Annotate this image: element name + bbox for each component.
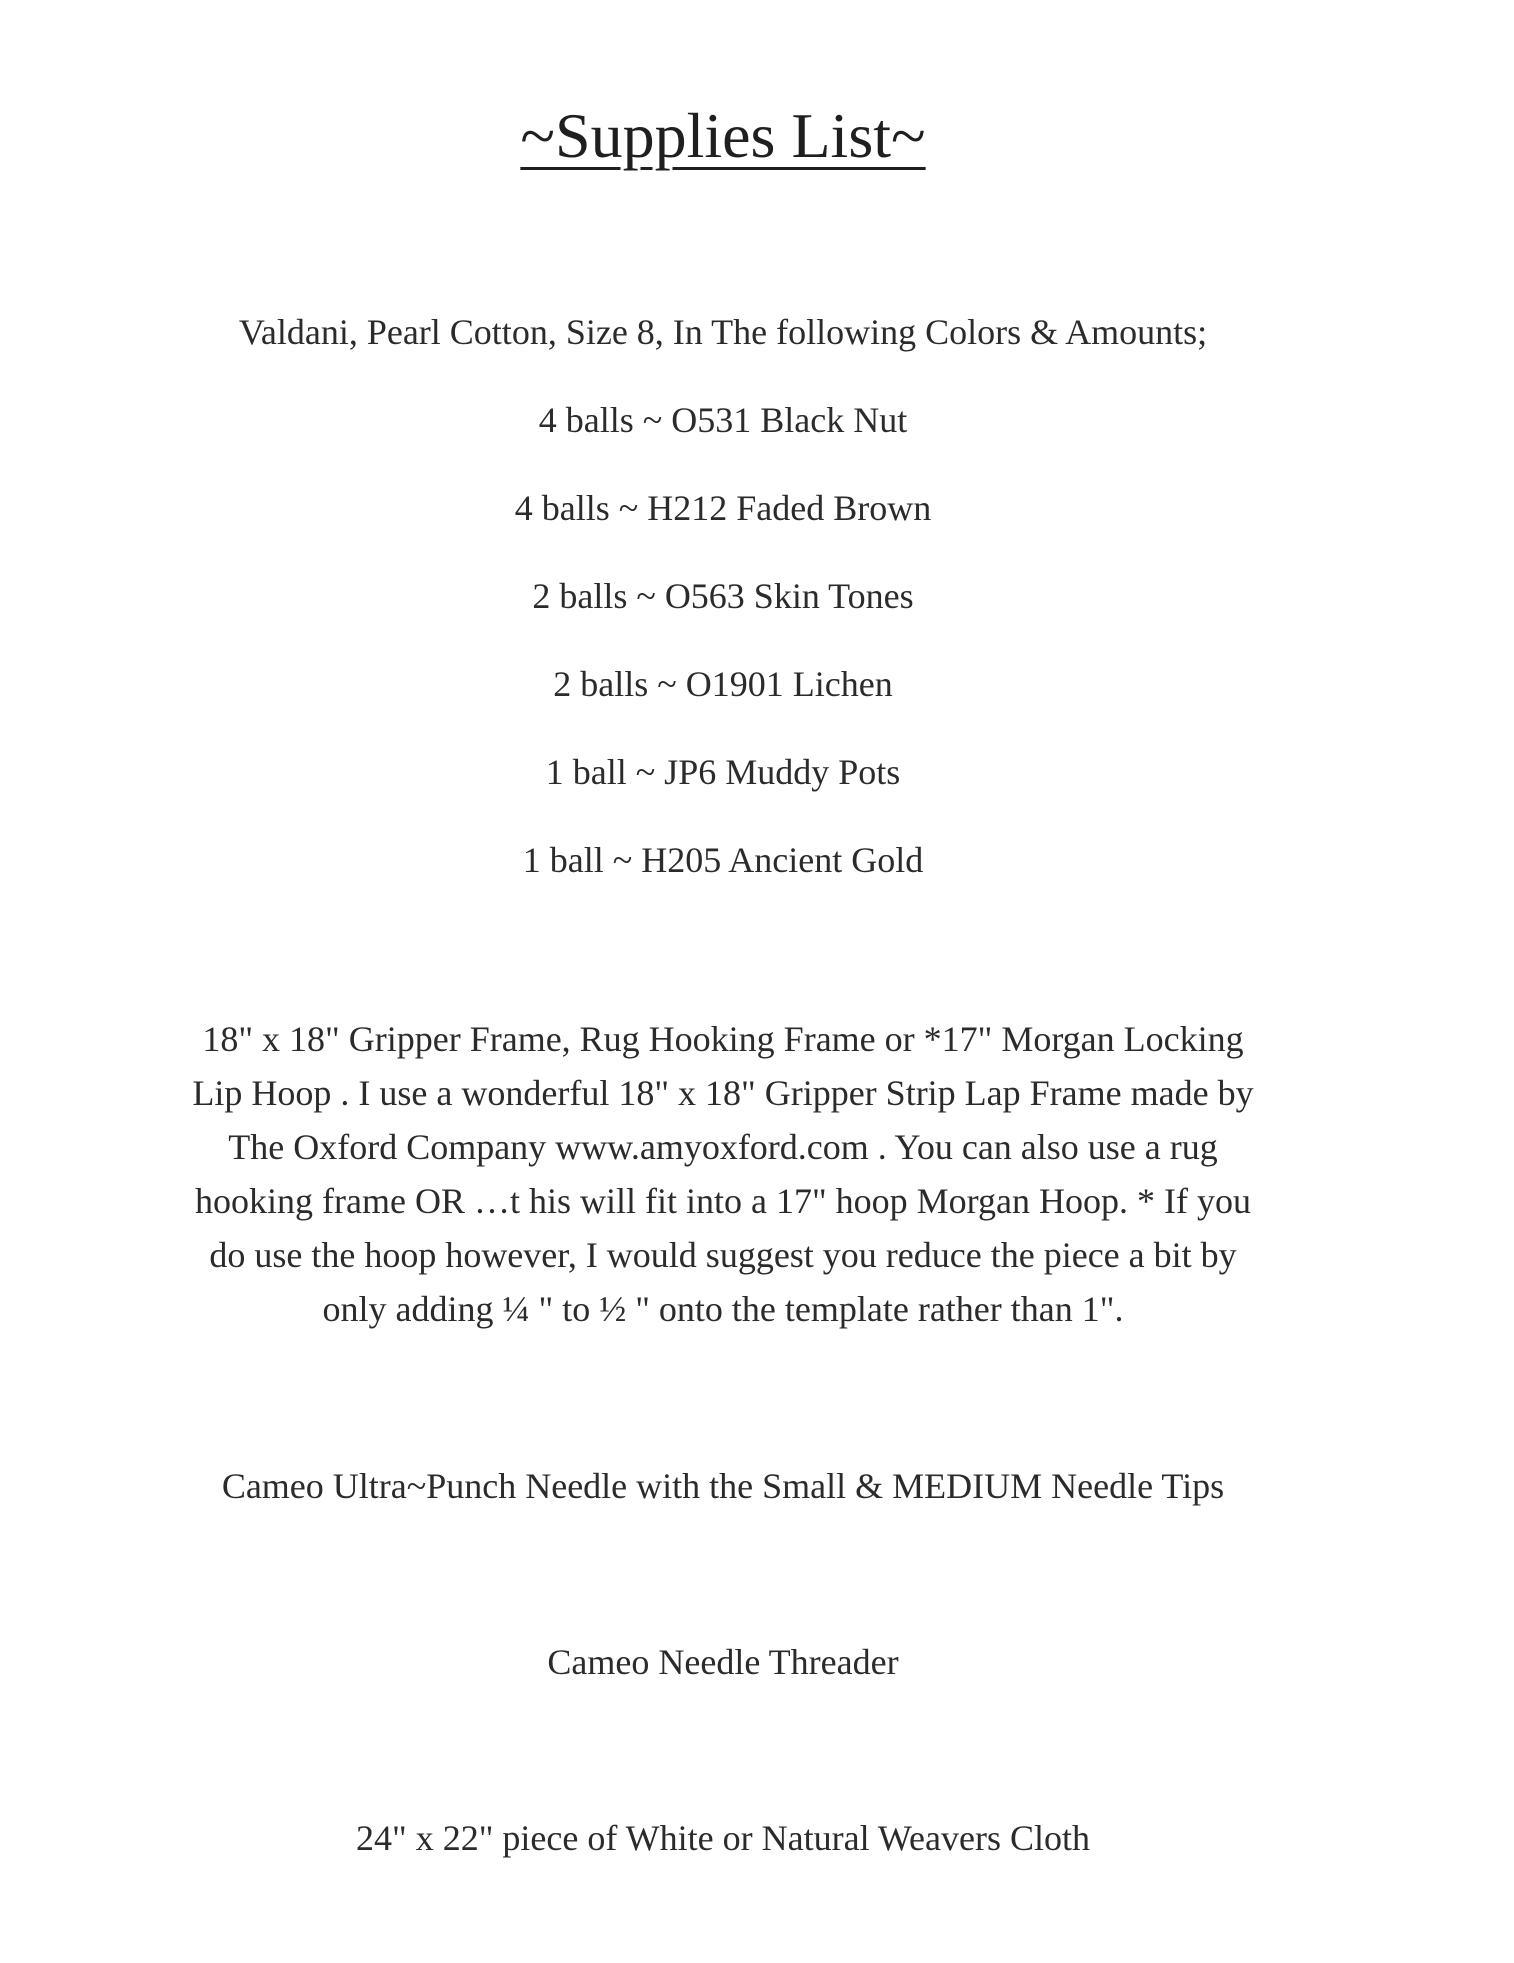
frame-paragraph-line: The Oxford Company www.amyoxford.com . You can also use a rug bbox=[228, 1127, 1218, 1167]
thread-color-item: 1 ball ~ JP6 Muddy Pots bbox=[545, 752, 901, 792]
frame-paragraph-line: hooking frame OR …t his will fit into a 17" hoop Morgan Hoop. * If you bbox=[195, 1181, 1251, 1221]
frame-paragraph-line: 18" x 18" Gripper Frame, Rug Hooking Frame or *17" Morgan Locking bbox=[202, 1019, 1244, 1059]
thread-color-item: 4 balls ~ H212 Faded Brown bbox=[514, 488, 932, 528]
page-title: ~Supplies List~ bbox=[520, 100, 926, 171]
thread-color-item: 4 balls ~ O531 Black Nut bbox=[538, 400, 908, 440]
thread-color-item: 2 balls ~ O563 Skin Tones bbox=[532, 576, 914, 616]
thread-color-item: 1 ball ~ H205 Ancient Gold bbox=[522, 840, 924, 880]
thread-color-item: 2 balls ~ O1901 Lichen bbox=[553, 664, 893, 704]
needle-threader-item: Cameo Needle Threader bbox=[547, 1642, 899, 1682]
thread-intro: Valdani, Pearl Cotton, Size 8, In The following Colors & Amounts; bbox=[238, 312, 1208, 352]
frame-paragraph-line: Lip Hoop . I use a wonderful 18" x 18" Gripper Strip Lap Frame made by bbox=[192, 1073, 1254, 1113]
weavers-cloth-item: 24" x 22" piece of White or Natural Weavers Cloth bbox=[356, 1818, 1090, 1858]
frame-paragraph-line: only adding ¼ " to ½ " onto the template rather than 1". bbox=[322, 1289, 1124, 1329]
frame-paragraph bbox=[60, 1012, 1386, 1336]
punch-needle-item: Cameo Ultra~Punch Needle with the Small & MEDIUM Needle Tips bbox=[221, 1466, 1225, 1506]
frame-paragraph-line: do use the hoop however, I would suggest you reduce the piece a bit by bbox=[209, 1235, 1237, 1275]
